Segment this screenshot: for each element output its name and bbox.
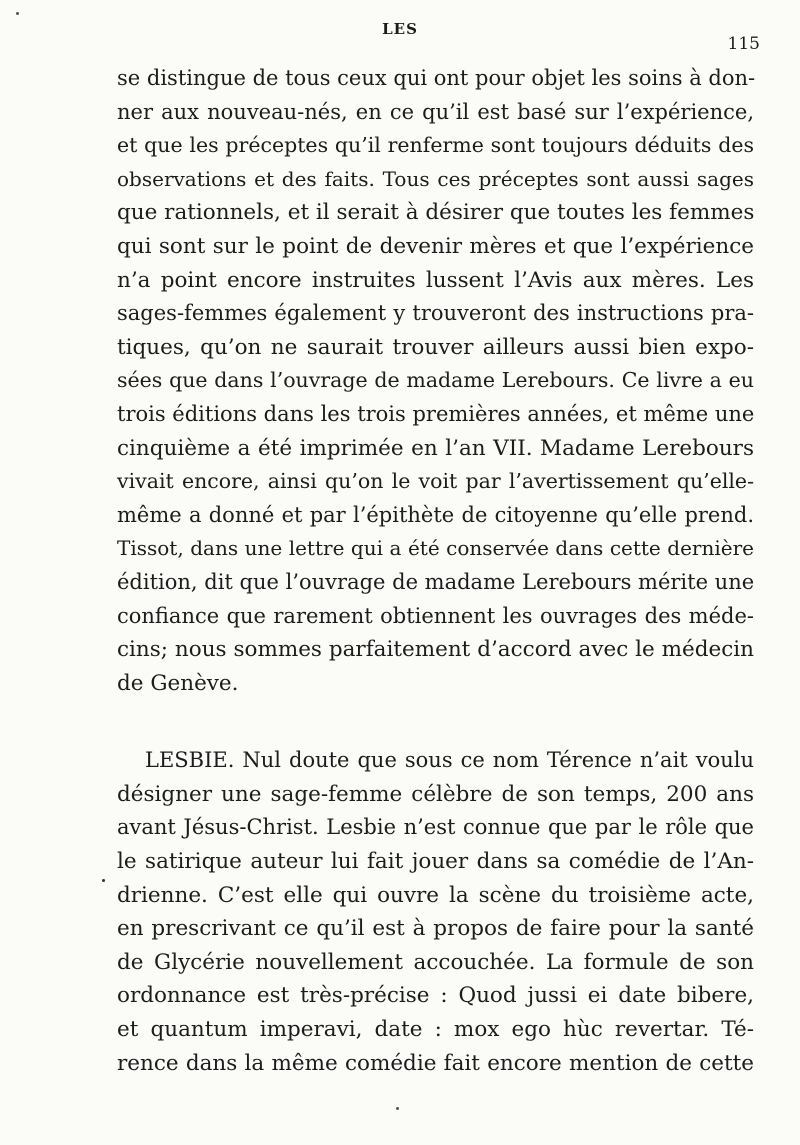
paragraph-avis-aux-meres [117,62,754,700]
text-line: se distingue de tous ceux qui ont pour objet les soins à don- [117,66,756,90]
paragraph-gap [117,700,754,744]
text-line: de Glycérie nouvellement accouchée. La formule de son [117,949,754,975]
running-head: LES [382,20,418,38]
text-line: que rationnels, et il serait à désirer que toutes les femmes [117,200,755,226]
text-line: et que les préceptes qu’il renferme sont toujours déduits des [117,133,754,158]
text-line: drienne. C’est elle qui ouvre la scène du troisième acte, [117,882,754,908]
text-line: en prescrivant ce qu’il est à propos de faire pour la santé [117,916,754,942]
corner-speck [16,12,19,15]
text-line: le satirique auteur lui fait jouer dans sa comédie de l’An- [117,849,754,875]
text-line: rence dans la même comédie fait encore mention de cette [117,1050,754,1076]
text-line: qui sont sur le point de devenir mères et que l’expérience [117,233,754,259]
margin-speck [102,879,105,882]
text-line: sées que dans l’ouvrage de madame Lerebours. Ce livre a eu [117,368,754,393]
text-line: avant Jésus-Christ. Lesbie n’est connue que par le rôle que [117,815,754,840]
page-number: 115 [727,34,760,54]
text-line: ner aux nouveau-nés, en ce qu’il est basé sur l’expérience, [117,99,754,124]
bottom-speck [396,1107,399,1110]
text-line: n’a point encore instruites lussent l’Avis aux mères. Les [117,267,754,293]
text-line: cins; nous sommes parfaitement d’accord avec le médecin [117,637,754,663]
paragraph-lesbie [117,744,754,1080]
text-line: cinquième a été imprimée en l’an VII. Madame Lerebours [117,435,754,461]
text-line: édition, dit que l’ouvrage de madame Lerebours mérite une [117,569,755,594]
text-line: même a donné et par l’épithète de citoyenne qu’elle prend. [117,502,754,527]
text-line: sages-femmes également y trouveront des instructions pra- [117,301,754,326]
text-line: ordonnance est très-précise : Quod jussi ei date bibere, [117,983,754,1009]
text-line: LESBIE. Nul doute que sous ce nom Térence n’ait voulu [145,748,754,773]
text-line: trois éditions dans les trois premières années, et même une [117,401,755,426]
text-block [117,62,754,1080]
text-line: de Genève. [117,670,239,696]
text-line: tiques, qu’on ne saurait trouver ailleurs aussi bien expo- [117,334,754,360]
text-line: Tissot, dans une lettre qui a été conservée dans cette dernière [117,536,754,561]
text-line: désigner une sage-femme célèbre de son temps, 200 ans [117,781,754,807]
text-line: observations et des faits. Tous ces préceptes sont aussi sages [117,166,754,191]
text-line: confiance que rarement obtiennent les ouvrages des méde- [117,603,754,628]
text-line: vivait encore, ainsi qu’on le voit par l’avertissement qu’elle- [117,469,754,494]
text-line: et quantum imperavi, date : mox ego hùc revertar. Té- [117,1017,754,1043]
